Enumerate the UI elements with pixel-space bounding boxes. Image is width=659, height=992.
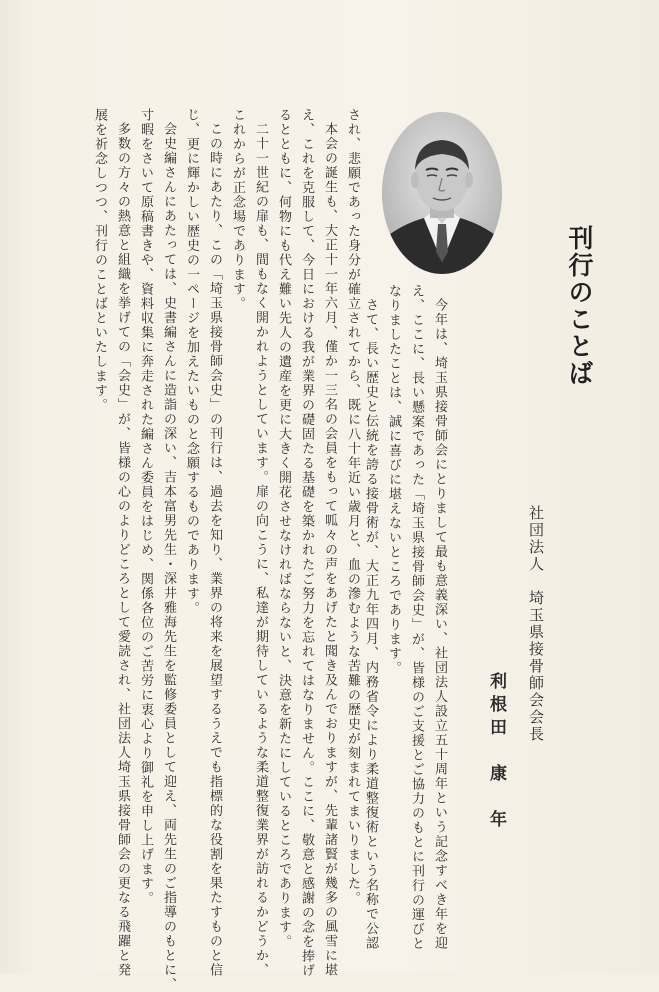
body-column-5: され、悲願であった身分が確立されてから、既に八十年近い歳月と、血の滲むような苦難の歴史が刻まれてまいりました。: [345, 108, 360, 906]
body-column-3: なりましたことは、誠に喜びに堪えないところであります。: [386, 284, 401, 676]
body-column-13: 会史編さんにあたっては、史書編さんに造詣の深い、吉本富男先生・深井雅海先生を監修委員として迎え、両先生のご指導のもとに、: [161, 122, 176, 992]
author-portrait: [382, 112, 502, 274]
body-column-7: え、これを克服して、今日における我が業界の礎固たる基礎を築かれたご努力を忘れてはなりません。ここに、敬意と感謝の念を捧げ: [299, 108, 314, 978]
author-name: 利根田 康 年: [486, 672, 506, 833]
body-column-11: この時にあたり、この「埼玉県接骨師会史」の刊行は、過去を知り、業界の将来を展望するうえでも指標的な役割を果たすものと信: [207, 122, 222, 978]
page-title: 刊行のことば: [565, 225, 594, 387]
body-column-6: 本会の誕生も、大正十一年六月、僅か一三名の会員をもって呱々の声をあげたと聞き及んでおりますが、先輩諸賢が幾多の風雪に堪: [322, 122, 337, 978]
author-organization: 社団法人 埼玉県接骨師会会長: [527, 505, 545, 743]
body-column-1: 今年は、埼玉県接骨師会にとりまして最も意義深い、社団法人設立五十周年という記念すべき年を迎: [432, 298, 447, 951]
body-column-9: 二十一世紀の扉も、間もなく開かれようとしています。扉の向こうに、私達が期待しているような柔道整復業界が訪れるかどうか、: [253, 122, 268, 978]
body-column-15: 多数の方々の熱意と組織を挙げての「会史」が、皆様の心のよりどころとして愛読され、社団法人埼玉県接骨師会の更なる飛躍と発: [115, 122, 130, 978]
body-column-2: え、ここに、長い懸案であった「埼玉県接骨師会史」が、皆様のご支援とご協力のもとに刊行の運びと: [409, 284, 424, 951]
body-column-14: 寸暇をさいて原稿書きや、資料収集に奔走された編さん委員をはじめ、関係各位のご苦労に衷心より御礼を申し上げます。: [138, 108, 153, 906]
author-portrait-image: [382, 112, 502, 274]
body-column-8: るとともに、何物にも代え難い先人の遺産を更に大きく開花させなければならないと、決意を新たにしているところであります。: [276, 108, 291, 949]
body-column-16: 展を祈念しつつ、刊行のことばといたします。: [92, 108, 107, 413]
body-column-4: さて、長い歴史と伝統を誇る接骨術が、大正九年四月、内務省令により柔道整復術という名称で公認: [363, 298, 378, 951]
body-column-12: じ、更に輝かしい歴史の一ページを加えたいものと念願するものであります。: [184, 108, 199, 616]
body-column-10: これからが正念場であります。: [230, 108, 245, 311]
